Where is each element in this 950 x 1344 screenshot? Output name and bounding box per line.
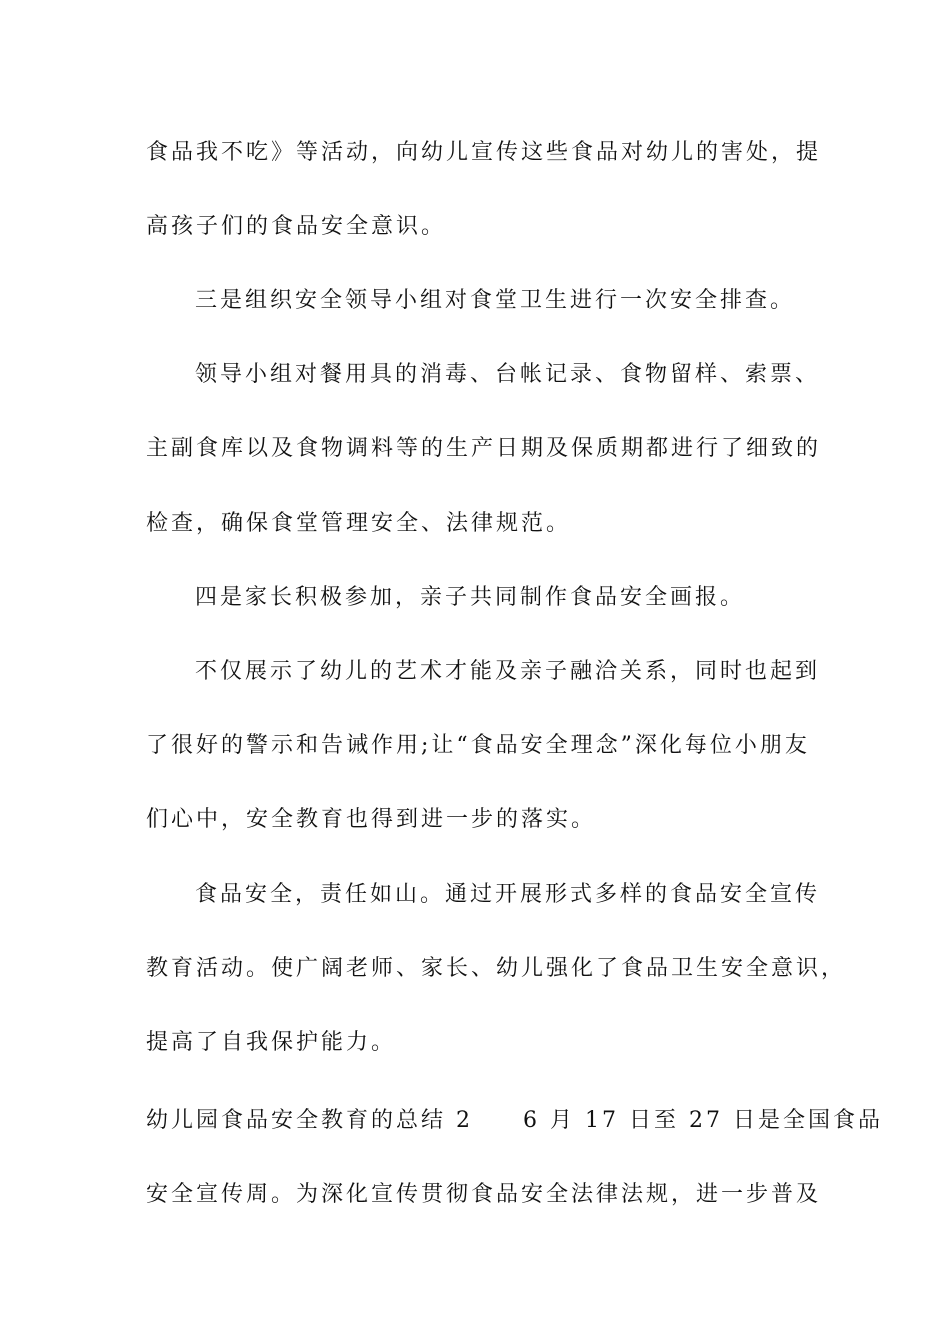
text-line-15: 安全宣传周。为深化宣传贯彻食品安全法律法规，进一步普及	[146, 1182, 822, 1207]
text-line-4: 领导小组对餐用具的消毒、台帐记录、食物留样、索票、	[195, 362, 821, 387]
text-line-7: 四是家长积极参加，亲子共同制作食品安全画报。	[195, 585, 746, 610]
text-line-2: 高孩子们的食品安全意识。	[146, 214, 447, 239]
text-line-11: 食品安全，责任如山。通过开展形式多样的食品安全宣传	[195, 882, 821, 907]
text-line-6: 检查，确保食堂管理安全、法律规范。	[146, 511, 572, 536]
text-line-5: 主副食库以及食物调料等的生产日期及保质期都进行了细致的	[146, 436, 822, 461]
text-line-10: 们心中，安全教育也得到进一步的落实。	[146, 807, 597, 832]
text-line-3: 三是组织安全领导小组对食堂卫生进行一次安全排查。	[195, 288, 796, 313]
text-line-1: 食品我不吃》等活动，向幼儿宣传这些食品对幼儿的害处，提	[146, 140, 822, 165]
text-line-12: 教育活动。使广阔老师、家长、幼儿强化了食品卫生安全意识，	[146, 956, 847, 981]
text-line-9: 了很好的警示和告诫作用;让“食品安全理念”深化每位小朋友	[146, 733, 810, 758]
text-line-14: 幼儿园食品安全教育的总结 2 6 月 17 日至 27 日是全国食品	[146, 1108, 883, 1133]
text-line-13: 提高了自我保护能力。	[146, 1030, 397, 1055]
text-line-8: 不仅展示了幼儿的艺术才能及亲子融洽关系，同时也起到	[195, 659, 821, 684]
